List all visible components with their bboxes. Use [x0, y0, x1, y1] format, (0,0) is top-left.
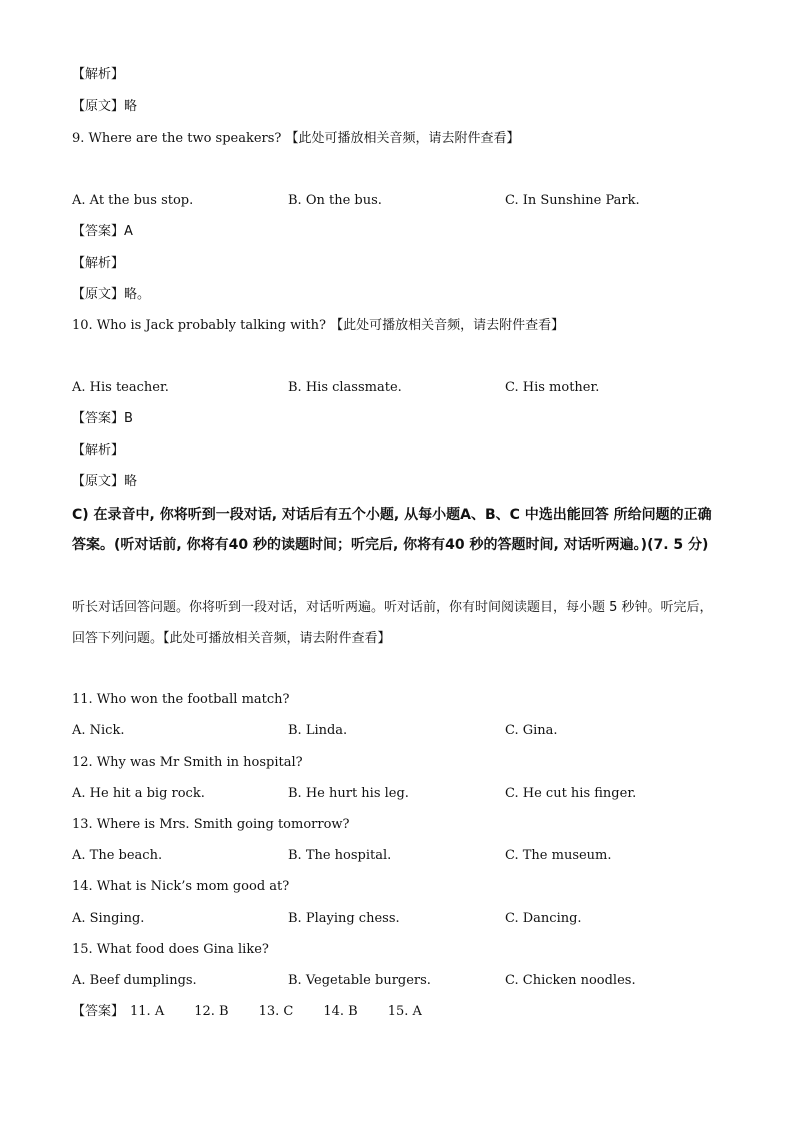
answer-item: 12. B [194, 1004, 229, 1019]
q12-option-a: A. He hit a big rock. [72, 786, 205, 801]
q15-option-c: C. Chicken noodles. [505, 973, 636, 988]
q9-analysis: 【解析】 [72, 256, 125, 271]
q9-option-c: C. In Sunshine Park. [505, 193, 640, 208]
audio-link[interactable]: 【此处可播放相关音频，请去附件查看】 [330, 318, 565, 333]
answer-item: 14. B [323, 1004, 358, 1019]
q12-stem: 12. Why was Mr Smith in hospital? [72, 755, 303, 770]
answer-item: 15. A [387, 1004, 422, 1019]
q9-answer: 【答案】A [72, 224, 133, 239]
q14-option-c: C. Dancing. [505, 911, 582, 926]
question-9 [72, 131, 520, 147]
question-10 [72, 318, 564, 334]
question-10-stem: 10. Who is Jack probably talking with? [72, 318, 326, 333]
q10-option-a: A. His teacher. [72, 380, 169, 395]
section-c-note: 听长对话回答问题。你将听到一段对话，对话听两遍。听对话前，你有时间阅读题目，每小题 5 秒钟。听完后，回答下列问题。【此处可播放相关音频，请去附件查看】 [72, 600, 713, 646]
q15-stem: 15. What food does Gina like? [72, 942, 269, 957]
q15-option-a: A. Beef dumplings. [72, 973, 197, 988]
q13-stem: 13. Where is Mrs. Smith going tomorrow? [72, 817, 350, 832]
answer-item: 11. A [130, 1004, 165, 1019]
q13-option-c: C. The museum. [505, 848, 612, 863]
q12-option-c: C. He cut his finger. [505, 786, 637, 801]
final-answer-label: 【答案】 [72, 1004, 125, 1019]
q10-option-b: B. His classmate. [288, 380, 402, 395]
q11-option-b: B. Linda. [288, 723, 348, 738]
answer-item: 13. C [258, 1004, 294, 1019]
q13-option-b: B. The hospital. [288, 848, 392, 863]
question-9-stem: 9. Where are the two speakers? [72, 131, 282, 146]
q10-original: 【原文】略 [72, 474, 138, 489]
q10-answer: 【答案】B [72, 411, 133, 426]
section-c-instructions: C) 在录音中, 你将听到一段对话, 对话后有五个小题, 从每小题A、B、C 中选出能回答 所给问题的正确答案。(听对话前, 你将有40 秒的读题时间；听完后, 你将有40 秒的答题时间, 对话听两遍。)(7. 5 分) [72, 507, 712, 553]
analysis-label: 【解析】 [72, 67, 125, 82]
q9-option-a: A. At the bus stop. [72, 193, 194, 208]
q14-option-b: B. Playing chess. [288, 911, 400, 926]
q13-option-a: A. The beach. [72, 848, 163, 863]
q11-option-a: A. Nick. [72, 723, 125, 738]
q14-stem: 14. What is Nick’s mom good at? [72, 879, 290, 894]
q15-option-b: B. Vegetable burgers. [288, 973, 431, 988]
q9-original: 【原文】略。 [72, 287, 151, 302]
audio-link[interactable]: 【此处可播放相关音频，请去附件查看】 [285, 131, 520, 146]
q11-stem: 11. Who won the football match? [72, 692, 290, 707]
q11-option-c: C. Gina. [505, 723, 558, 738]
q10-analysis: 【解析】 [72, 443, 125, 458]
q12-option-b: B. He hurt his leg. [288, 786, 409, 801]
q14-option-a: A. Singing. [72, 911, 145, 926]
q9-option-b: B. On the bus. [288, 193, 382, 208]
q10-option-c: C. His mother. [505, 380, 600, 395]
original-text-label: 【原文】略 [72, 99, 138, 114]
final-answer [72, 1004, 422, 1020]
